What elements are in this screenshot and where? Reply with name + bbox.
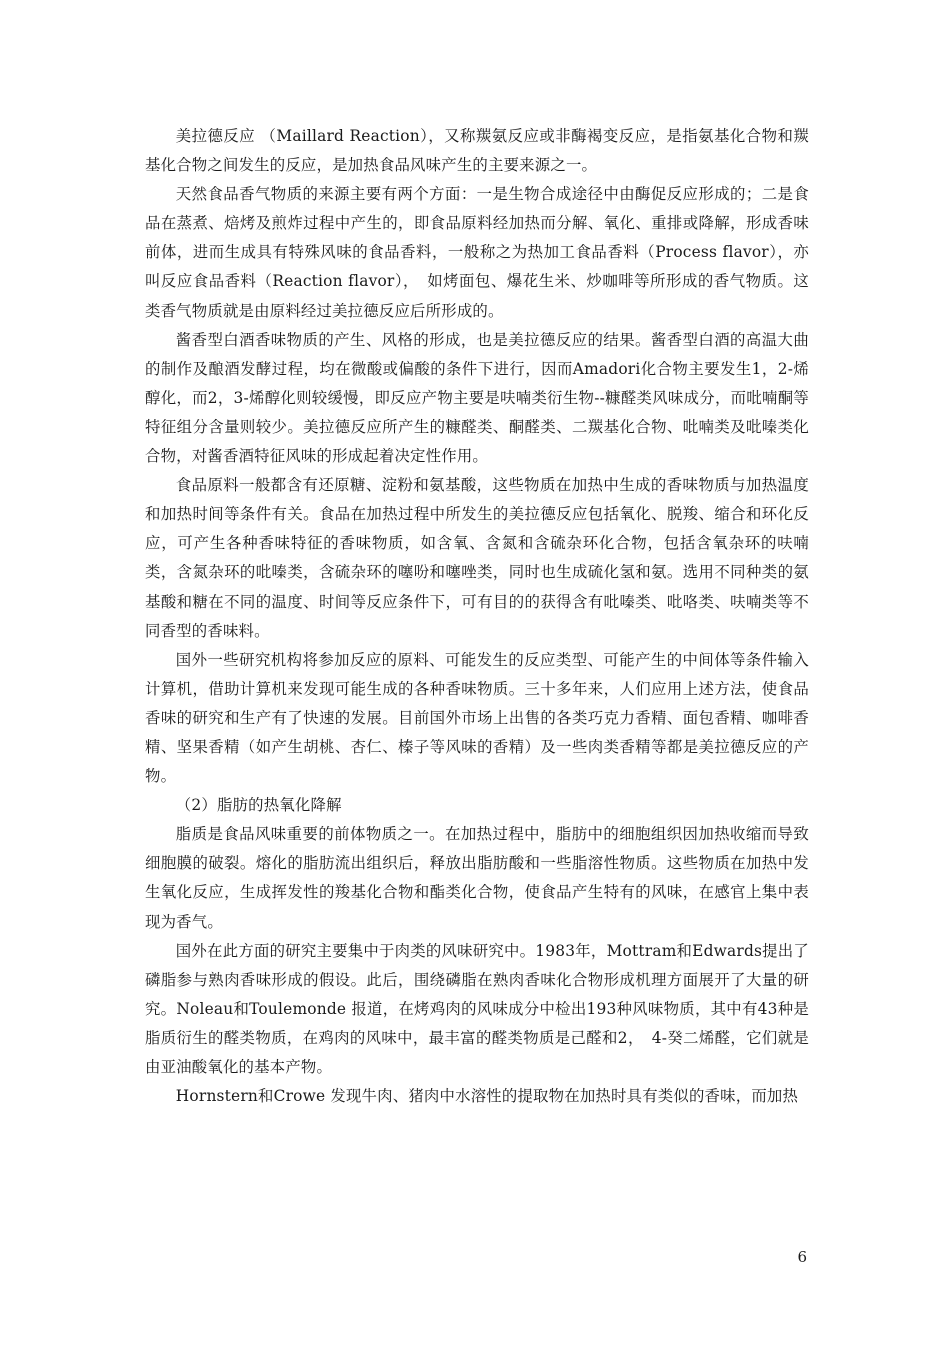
paragraph-natural-aroma-sources: 天然食品香气物质的来源主要有两个方面：一是生物合成途径中由酶促反应形成的；二是食品在蒸煮、焙烤及煎炸过程中产生的，即食品原料经加热而分解、氧化、重排或降解，形成香味前体，进而生成具有特殊风味的食品香料，一般称之为热加工食品香料（Process flavor），亦叫反应食品香料（Reaction flavor）， 如烤面包、爆花生米、炒咖啡等所形成的香气物质。这类香气物质就是由原料经过美拉德反应后所形成的。 [145,185,809,320]
paragraph-meat-flavor-research: 国外在此方面的研究主要集中于肉类的风味研究中。1983年，Mottram和Edwards提出了磷脂参与熟肉香味形成的假设。此后，围绕磷脂在熟肉香味化合物形成机理方面展开了大量的研究。Noleau和Toulemonde 报道，在烤鸡肉的风味成分中检出193种风味物质，其中有43种是脂质衍生的醛类物质，在鸡肉的风味中，最丰富的醛类物质是己醛和2， 4-癸二烯醛，它们就是由亚油酸氧化的基本产物。 [145,941,809,1076]
paragraph-food-materials: 食品原料一般都含有还原糖、淀粉和氨基酸，这些物质在加热中生成的香味物质与加热温度和加热时间等条件有关。食品在加热过程中所发生的美拉德反应包括氧化、脱羧、缩合和环化反应，可产生各种香味特征的香味物质，如含氧、含氮和含硫杂环化合物，包括含氧杂环的呋喃类，含氮杂环的吡嗪类，含硫杂环的噻吩和噻唑类，同时也生成硫化氢和氨。选用不同种类的氨基酸和糖在不同的温度、时间等反应条件下，可有目的的获得含有吡嗪类、吡咯类、呋喃类等不同香型的香味料。 [145,476,809,640]
paragraph-maillard-definition: 美拉德反应 （Maillard Reaction），又称羰氨反应或非酶褐变反应，是指氨基化合物和羰基化合物之间发生的反应，是加热食品风味产生的主要来源之一。 [145,127,809,175]
paragraph-hornstern-crowe: Hornstern和Crowe 发现牛肉、猪肉中水溶性的提取物在加热时具有类似的香味，而加热 [175,1087,799,1106]
paragraph-foreign-research: 国外一些研究机构将参加反应的原料、可能发生的反应类型、可能产生的中间体等条件输入计算机，借助计算机来发现可能生成的各种香味物质。三十多年来，人们应用上述方法，使食品香味的研究和生产有了快速的发展。目前国外市场上出售的各类巧克力香精、面包香精、咖啡香精、坚果香精（如产生胡桃、杏仁、榛子等风味的香精）及一些肉类香精等都是美拉德反应的产物。 [145,650,809,786]
body-text [145,122,809,1111]
paragraph-lipids: 脂质是食品风味重要的前体物质之一。在加热过程中，脂肪中的细胞组织因加热收缩而导致细胞膜的破裂。熔化的脂肪流出组织后，释放出脂肪酸和一些脂溶性物质。这些物质在加热中发生氧化反应，生成挥发性的羧基化合物和酯类化合物，使食品产生特有的风味，在感官上集中表现为香气。 [145,825,809,931]
paragraph-sauce-liquor: 酱香型白酒香味物质的产生、风格的形成，也是美拉德反应的结果。酱香型白酒的高温大曲的制作及酿酒发酵过程，均在微酸或偏酸的条件下进行，因而Amadori化合物主要发生1，2-烯醇化，而2，3-烯醇化则较缓慢，即反应产物主要是呋喃类衍生物--糠醛类风味成分，而吡喃酮等特征组分含量则较少。美拉德反应所产生的糠醛类、酮醛类、二羰基化合物、吡喃类及吡嗪类化合物，对酱香酒特征风味的形成起着决定性作用。 [145,330,809,466]
page-number: 6 [797,1248,807,1266]
section-heading-fat-oxidation: （2）脂肪的热氧化降解 [175,796,342,815]
